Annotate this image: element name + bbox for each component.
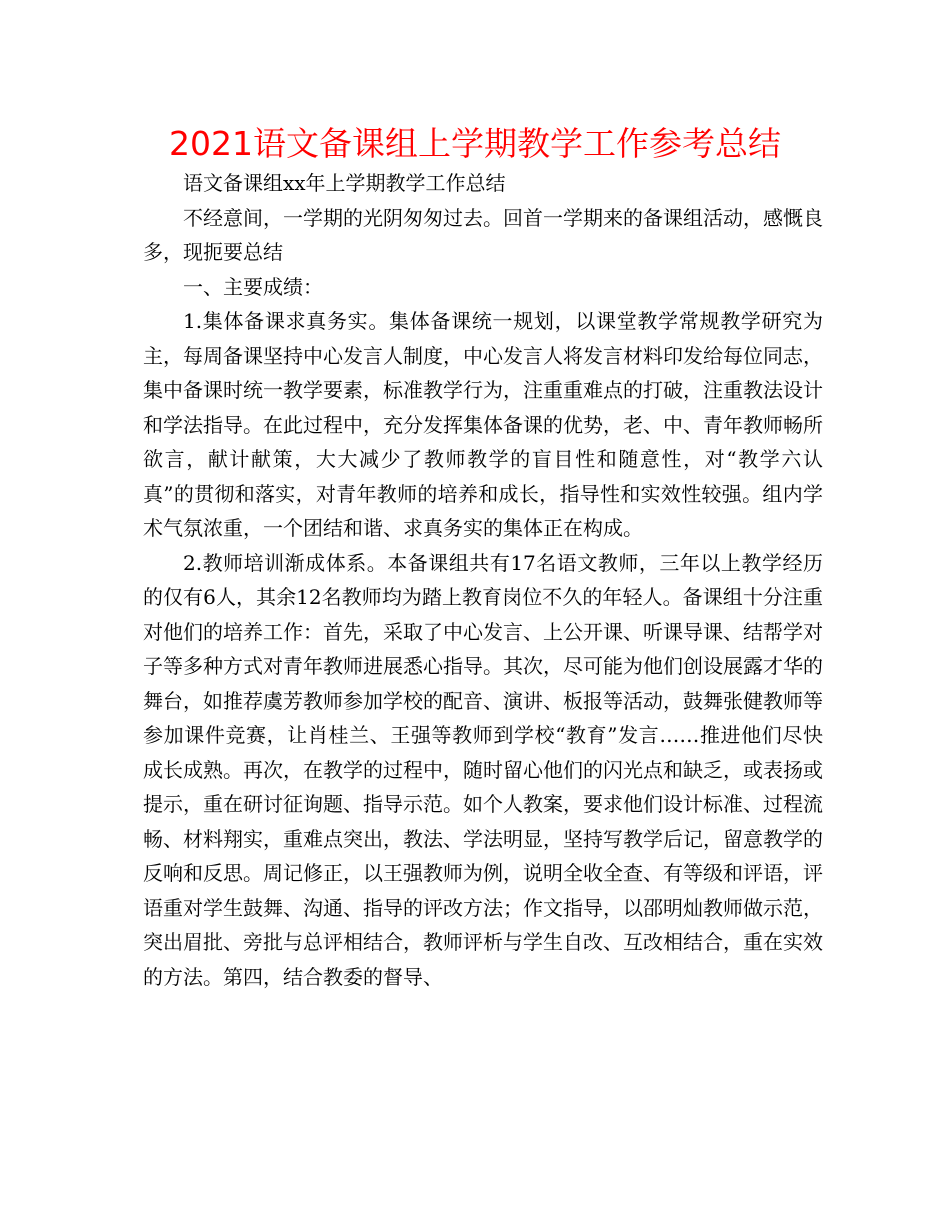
paragraph-collective-lesson-prep: 1.集体备课求真务实。集体备课统一规划，以课堂教学常规教学研究为主，每周备课坚持中心发言人制度，中心发言人将发言材料印发给每位同志，集中备课时统一教学要素，标准教学行为，注重重难点的打破，注重教法设计和学法指导。在此过程中，充分发挥集体备课的优势，老、中、青年教师畅所欲言，献计献策，大大减少了教师教学的盲目性和随意性，对“教学六认真”的贯彻和落实，对青年教师的培养和成长，指导性和实效性较强。组内学术气氛浓重，一个团结和谐、求真务实的集体正在构成。 bbox=[143, 309, 823, 540]
paragraph-teacher-training: 2.教师培训渐成体系。本备课组共有17名语文教师，三年以上教学经历的仅有6人，其余12名教师均为踏上教育岗位不久的年轻人。备课组十分注重对他们的培养工作：首先，采取了中心发言、上公开课、听课导课、结帮学对子等多种方式对青年教师进展悉心指导。其次，尽可能为他们创设展露才华的舞台，如推荐虞芳教师参加学校的配音、演讲、板报等活动，鼓舞张健教师等参加课件竞赛，让肖桂兰、王强等教师到学校“教育”发言……推进他们尽快成长成熟。再次，在教学的过程中，随时留心他们的闪光点和缺乏，或表扬或提示，重在研讨征询题、指导示范。如个人教案，要求他们设计标准、过程流畅、材料翔实，重难点突出，教法、学法明显，坚持写教学后记，留意教学的反响和反思。周记修正，以王强教师为例，说明全收全查、有等级和评语，评语重对学生鼓舞、沟通、指导的评改方法；作文指导，以邵明灿教师做示范，突出眉批、旁批与总评相结合，教师评析与学生自改、互改相结合，重在实效的方法。第四，结合教委的督导、 bbox=[143, 550, 823, 989]
document-body bbox=[143, 166, 823, 994]
section-heading-achievements: 一、主要成绩： bbox=[183, 274, 323, 299]
document-title: 2021语文备课组上学期教学工作参考总结 bbox=[169, 124, 781, 163]
paragraph-intro: 不经意间，一学期的光阴匆匆过去。回首一学期来的备课组活动，感慨良多，现扼要总结 bbox=[143, 205, 823, 264]
document-subtitle: 语文备课组xx年上学期教学工作总结 bbox=[183, 171, 506, 195]
